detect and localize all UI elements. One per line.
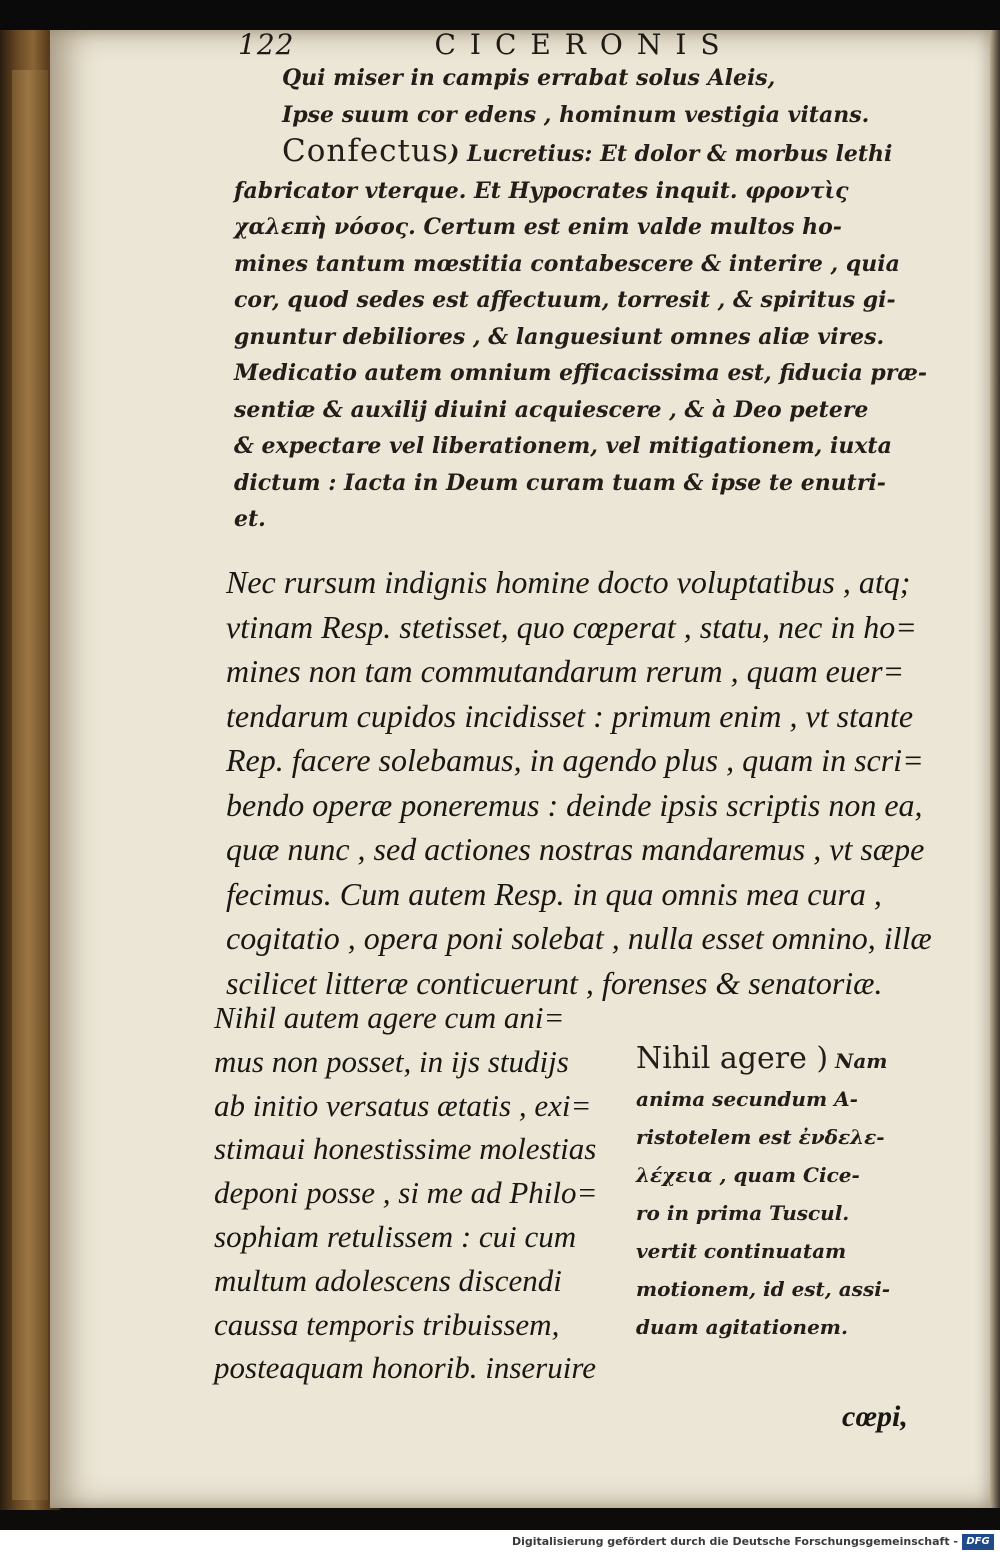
margin-note-line: λέχεια , quam Cice- xyxy=(636,1163,860,1187)
footer-credit: Digitalisierung gefördert durch die Deutsche Forschungsgemeinschaft - xyxy=(511,1535,958,1548)
running-head xyxy=(238,28,734,61)
page-right-shadow xyxy=(990,30,1000,1508)
left-column-line: Nihil autem agere cum ani= xyxy=(214,1000,565,1035)
commentary-line: Qui miser in campis errabat solus Aleis, xyxy=(282,65,776,91)
main-text-line: bendo operæ poneremus : deinde ipsis scriptis non ea, xyxy=(226,786,923,823)
main-text-line: scilicet litteræ conticuerunt , forenses & senatoriæ. xyxy=(226,964,883,1001)
commentary-line: Ipse suum cor edens , hominum vestigia vitans. xyxy=(282,101,870,128)
margin-note-line: duam agitationem. xyxy=(636,1315,848,1339)
commentary-line-text: ) Lucretius: Et dolor & morbus lethi xyxy=(448,141,893,167)
commentary-line: fabricator vterque. Et Hypocrates inquit. φροντὶς xyxy=(234,177,849,204)
page-block-edge xyxy=(12,70,48,1500)
margin-note-line-text: Nam xyxy=(828,1049,888,1073)
left-column-line: deponi posse , si me ad Philo= xyxy=(214,1175,598,1211)
main-text-line: cogitatio , opera poni solebat , nulla esset omnino, illæ xyxy=(226,920,932,956)
margin-note-lemma: Nihil agere ) xyxy=(636,1041,829,1076)
left-column-line: sophiam retulissem : cui cum xyxy=(214,1218,577,1254)
commentary-line: Medicatio autem omnium efficacissima est, fiducia præ- xyxy=(234,360,927,386)
left-column-line: posteaquam honorib. inseruire xyxy=(214,1350,597,1386)
page-number: 122 xyxy=(238,28,295,61)
left-column-line: ab initio versatus ætatis , exi= xyxy=(214,1087,592,1123)
main-text-line: tendarum cupidos incidisset : primum enim , vt stante xyxy=(226,697,914,734)
dfg-logo: DFG xyxy=(962,1534,994,1550)
margin-note-line: ristotelem est ἐνδελε- xyxy=(636,1125,885,1149)
left-column-line: multum adolescens discendi xyxy=(214,1262,562,1298)
commentary-line: dictum : Iacta in Deum curam tuam & ipse te enutri- xyxy=(234,469,886,496)
commentary-line: et. xyxy=(234,506,266,532)
main-text-line: mines non tam commutandarum rerum , quam euer= xyxy=(226,653,905,689)
commentary-line: gnuntur debiliores , & languesiunt omnes aliæ vires. xyxy=(234,323,885,350)
commentary-line: mines tantum mœstitia contabescere & interire , quia xyxy=(234,250,900,277)
main-text-line: Nec rursum indignis homine docto voluptatibus , atq; xyxy=(226,564,911,600)
margin-note-line: anima secundum A- xyxy=(636,1087,858,1111)
main-text-line: Rep. facere solebamus, in agendo plus , quam in scri= xyxy=(226,742,924,778)
main-text-line: fecimus. Cum autem Resp. in qua omnis mea cura , xyxy=(226,875,882,912)
margin-note-line: vertit continuatam xyxy=(636,1239,847,1263)
commentary-line: χαλεπὴ νόσος. Certum est enim valde multos ho- xyxy=(234,214,842,240)
commentary-line: & expectare vel liberationem, vel mitigationem, iuxta xyxy=(234,433,892,459)
catchword: cœpi, xyxy=(842,1400,908,1433)
commentary-lemma: Confectus xyxy=(282,133,449,169)
commentary-line: sentiæ & auxilij diuini acquiescere , & à Deo petere xyxy=(234,396,869,423)
main-text-line: vtinam Resp. stetisset, quo cœperat , statu, nec in ho= xyxy=(226,608,917,645)
left-column-line: mus non posset, in ijs studijs xyxy=(214,1043,569,1079)
main-text-block xyxy=(226,560,961,1005)
commentary-line: cor, quod sedes est affectuum, torresit , & spiritus gi- xyxy=(234,287,896,313)
margin-note-line xyxy=(636,1040,936,1080)
main-text-line: quæ nunc , sed actiones nostras mandaremus , vt sæpe xyxy=(226,831,925,867)
commentary-line xyxy=(234,133,954,173)
left-column-line: stimaui honestissime molestias xyxy=(214,1131,597,1167)
commentary-block xyxy=(234,60,954,538)
running-title: CICERONIS xyxy=(434,28,734,61)
margin-note-line: ro in prima Tuscul. xyxy=(636,1201,850,1225)
footer-bar xyxy=(0,1530,1000,1556)
left-column-line: caussa temporis tribuissem, xyxy=(214,1306,560,1342)
left-column-text xyxy=(214,996,614,1390)
margin-note xyxy=(636,1040,936,1346)
margin-note-line: motionem, id est, assi- xyxy=(636,1277,891,1301)
